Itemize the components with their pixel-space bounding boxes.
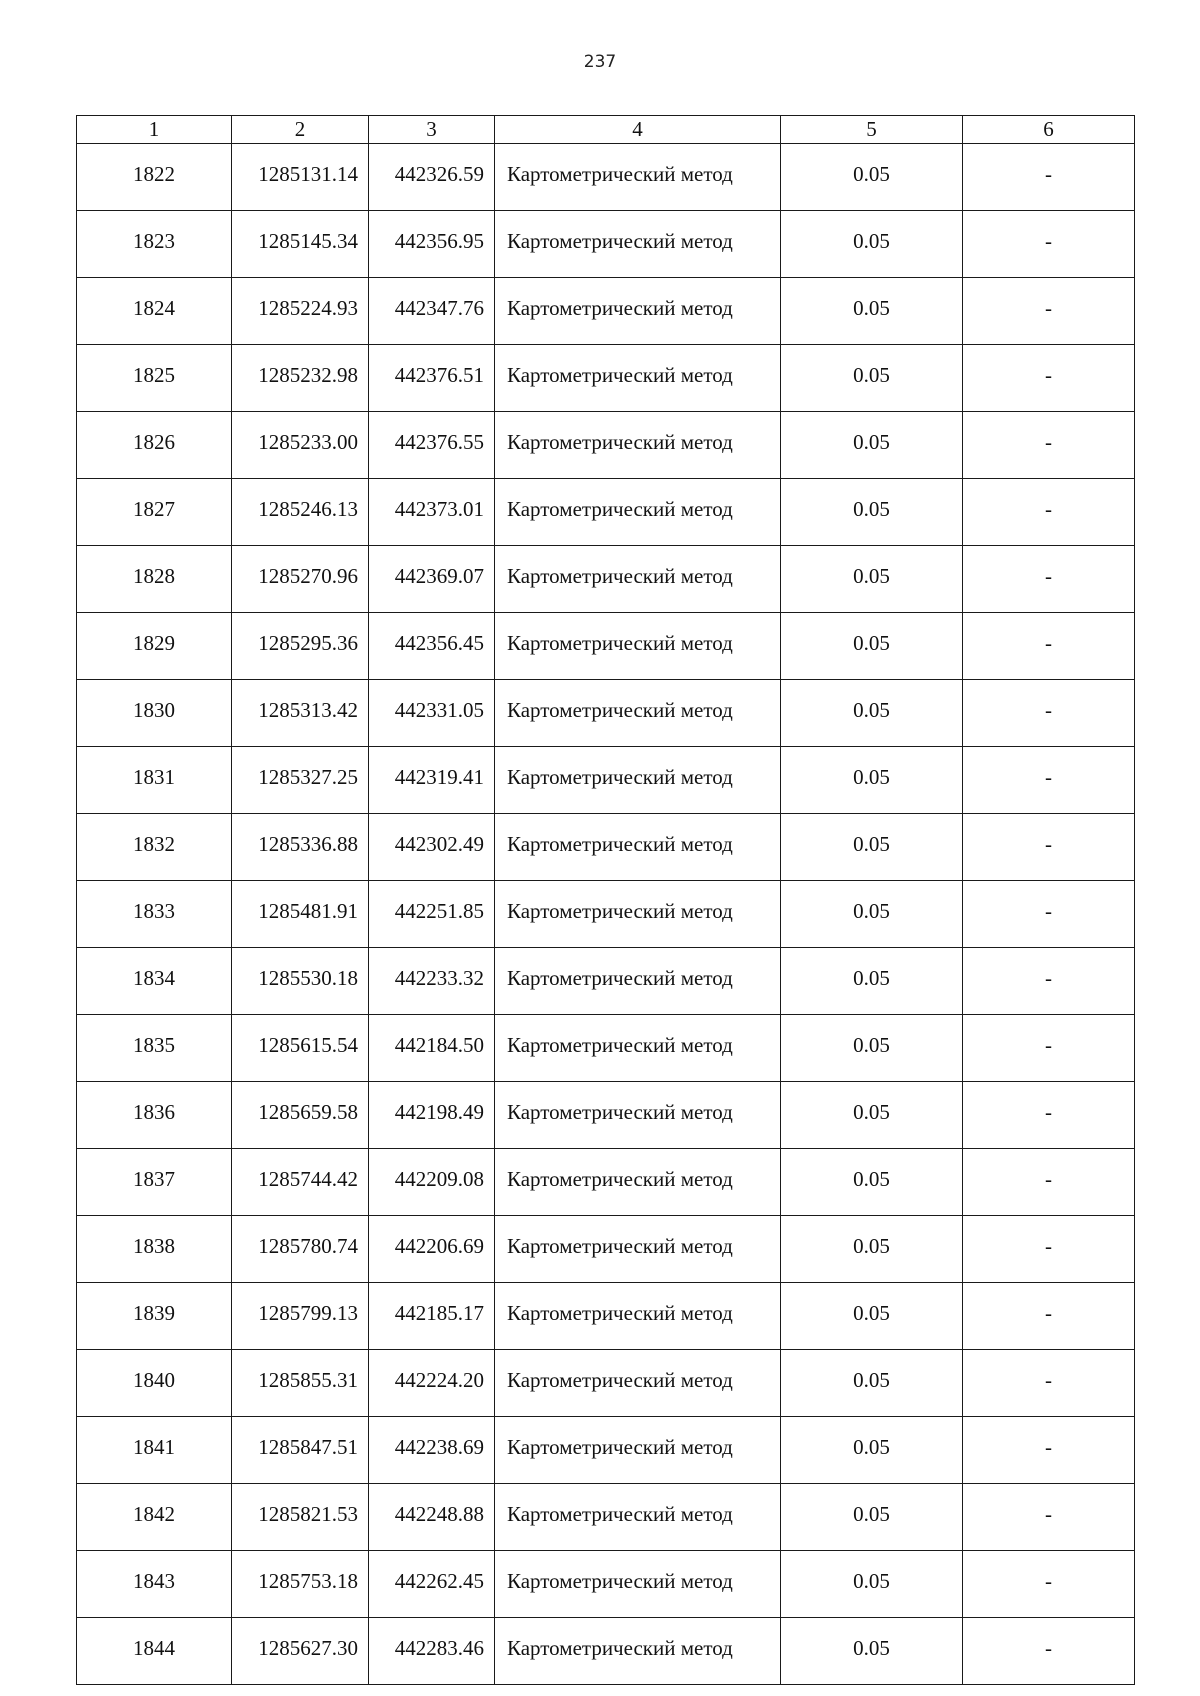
cell-point-number: 1828: [77, 546, 232, 613]
cell-x-coordinate: 1285270.96: [232, 546, 369, 613]
cell-method: Картометрический метод: [495, 1216, 781, 1283]
cell-method: Картометрический метод: [495, 1149, 781, 1216]
cell-note: -: [963, 1618, 1135, 1685]
cell-accuracy: 0.05: [781, 1350, 963, 1417]
cell-point-number: 1844: [77, 1618, 232, 1685]
cell-accuracy: 0.05: [781, 881, 963, 948]
cell-accuracy: 0.05: [781, 144, 963, 211]
cell-method: Картометрический метод: [495, 1551, 781, 1618]
coordinates-table: [76, 115, 1135, 1685]
cell-point-number: 1826: [77, 412, 232, 479]
cell-note: -: [963, 1350, 1135, 1417]
cell-note: -: [963, 1484, 1135, 1551]
cell-x-coordinate: 1285327.25: [232, 747, 369, 814]
cell-note: -: [963, 747, 1135, 814]
cell-accuracy: 0.05: [781, 814, 963, 881]
cell-y-coordinate: 442184.50: [369, 1015, 495, 1082]
cell-y-coordinate: 442251.85: [369, 881, 495, 948]
cell-point-number: 1837: [77, 1149, 232, 1216]
cell-point-number: 1833: [77, 881, 232, 948]
table-row: [77, 1082, 1135, 1149]
cell-y-coordinate: 442326.59: [369, 144, 495, 211]
table-row: [77, 1350, 1135, 1417]
cell-method: Картометрический метод: [495, 1082, 781, 1149]
cell-y-coordinate: 442373.01: [369, 479, 495, 546]
cell-accuracy: 0.05: [781, 1618, 963, 1685]
cell-accuracy: 0.05: [781, 211, 963, 278]
table-row: [77, 1417, 1135, 1484]
cell-x-coordinate: 1285659.58: [232, 1082, 369, 1149]
cell-note: -: [963, 345, 1135, 412]
cell-note: -: [963, 1551, 1135, 1618]
table-row: [77, 881, 1135, 948]
cell-x-coordinate: 1285530.18: [232, 948, 369, 1015]
cell-note: -: [963, 144, 1135, 211]
cell-y-coordinate: 442302.49: [369, 814, 495, 881]
cell-note: -: [963, 881, 1135, 948]
table-header: [77, 116, 1135, 144]
cell-accuracy: 0.05: [781, 1015, 963, 1082]
cell-x-coordinate: 1285232.98: [232, 345, 369, 412]
cell-x-coordinate: 1285615.54: [232, 1015, 369, 1082]
cell-method: Картометрический метод: [495, 1417, 781, 1484]
table-row: [77, 680, 1135, 747]
cell-y-coordinate: 442283.46: [369, 1618, 495, 1685]
cell-point-number: 1834: [77, 948, 232, 1015]
cell-x-coordinate: 1285131.14: [232, 144, 369, 211]
cell-x-coordinate: 1285481.91: [232, 881, 369, 948]
cell-point-number: 1830: [77, 680, 232, 747]
table-row: [77, 613, 1135, 680]
cell-method: Картометрический метод: [495, 680, 781, 747]
cell-point-number: 1829: [77, 613, 232, 680]
cell-method: Картометрический метод: [495, 948, 781, 1015]
cell-point-number: 1843: [77, 1551, 232, 1618]
cell-point-number: 1831: [77, 747, 232, 814]
cell-note: -: [963, 1015, 1135, 1082]
cell-x-coordinate: 1285224.93: [232, 278, 369, 345]
cell-point-number: 1835: [77, 1015, 232, 1082]
cell-y-coordinate: 442369.07: [369, 546, 495, 613]
header-col-5: 5: [781, 116, 963, 144]
cell-accuracy: 0.05: [781, 1283, 963, 1350]
cell-accuracy: 0.05: [781, 479, 963, 546]
cell-accuracy: 0.05: [781, 345, 963, 412]
cell-x-coordinate: 1285627.30: [232, 1618, 369, 1685]
cell-point-number: 1827: [77, 479, 232, 546]
cell-accuracy: 0.05: [781, 747, 963, 814]
cell-accuracy: 0.05: [781, 1149, 963, 1216]
header-row: [77, 116, 1135, 144]
cell-note: -: [963, 1417, 1135, 1484]
header-col-6: 6: [963, 116, 1135, 144]
cell-accuracy: 0.05: [781, 613, 963, 680]
cell-y-coordinate: 442238.69: [369, 1417, 495, 1484]
cell-accuracy: 0.05: [781, 1417, 963, 1484]
cell-x-coordinate: 1285313.42: [232, 680, 369, 747]
header-col-2: 2: [232, 116, 369, 144]
cell-x-coordinate: 1285246.13: [232, 479, 369, 546]
table-row: [77, 1216, 1135, 1283]
cell-y-coordinate: 442206.69: [369, 1216, 495, 1283]
cell-accuracy: 0.05: [781, 948, 963, 1015]
cell-method: Картометрический метод: [495, 1484, 781, 1551]
cell-note: -: [963, 1216, 1135, 1283]
cell-note: -: [963, 1149, 1135, 1216]
cell-accuracy: 0.05: [781, 1216, 963, 1283]
cell-point-number: 1823: [77, 211, 232, 278]
table-row: [77, 1149, 1135, 1216]
cell-point-number: 1841: [77, 1417, 232, 1484]
cell-y-coordinate: 442198.49: [369, 1082, 495, 1149]
cell-accuracy: 0.05: [781, 546, 963, 613]
cell-x-coordinate: 1285799.13: [232, 1283, 369, 1350]
cell-x-coordinate: 1285295.36: [232, 613, 369, 680]
table-row: [77, 546, 1135, 613]
cell-note: -: [963, 211, 1135, 278]
table-row: [77, 948, 1135, 1015]
cell-x-coordinate: 1285145.34: [232, 211, 369, 278]
cell-x-coordinate: 1285847.51: [232, 1417, 369, 1484]
cell-method: Картометрический метод: [495, 1015, 781, 1082]
table-row: [77, 211, 1135, 278]
table-row: [77, 412, 1135, 479]
cell-note: -: [963, 814, 1135, 881]
table-row: [77, 747, 1135, 814]
cell-accuracy: 0.05: [781, 278, 963, 345]
cell-note: -: [963, 479, 1135, 546]
cell-point-number: 1839: [77, 1283, 232, 1350]
table-row: [77, 814, 1135, 881]
cell-y-coordinate: 442376.51: [369, 345, 495, 412]
cell-x-coordinate: 1285821.53: [232, 1484, 369, 1551]
table-row: [77, 278, 1135, 345]
cell-method: Картометрический метод: [495, 814, 781, 881]
cell-y-coordinate: 442209.08: [369, 1149, 495, 1216]
cell-point-number: 1825: [77, 345, 232, 412]
cell-point-number: 1824: [77, 278, 232, 345]
cell-method: Картометрический метод: [495, 211, 781, 278]
table-row: [77, 144, 1135, 211]
cell-y-coordinate: 442356.45: [369, 613, 495, 680]
cell-note: -: [963, 1283, 1135, 1350]
table-row: [77, 1551, 1135, 1618]
cell-method: Картометрический метод: [495, 278, 781, 345]
page-number: 237: [583, 52, 617, 72]
cell-note: -: [963, 278, 1135, 345]
table-row: [77, 345, 1135, 412]
cell-x-coordinate: 1285753.18: [232, 1551, 369, 1618]
cell-method: Картометрический метод: [495, 479, 781, 546]
cell-accuracy: 0.05: [781, 680, 963, 747]
cell-note: -: [963, 412, 1135, 479]
cell-note: -: [963, 680, 1135, 747]
cell-method: Картометрический метод: [495, 144, 781, 211]
cell-x-coordinate: 1285780.74: [232, 1216, 369, 1283]
table-row: [77, 1283, 1135, 1350]
cell-y-coordinate: 442233.32: [369, 948, 495, 1015]
table-row: [77, 479, 1135, 546]
table-body: [77, 144, 1135, 1685]
cell-y-coordinate: 442356.95: [369, 211, 495, 278]
cell-note: -: [963, 948, 1135, 1015]
cell-y-coordinate: 442224.20: [369, 1350, 495, 1417]
cell-accuracy: 0.05: [781, 1082, 963, 1149]
table-row: [77, 1618, 1135, 1685]
cell-point-number: 1822: [77, 144, 232, 211]
cell-method: Картометрический метод: [495, 412, 781, 479]
cell-note: -: [963, 1082, 1135, 1149]
table-row: [77, 1015, 1135, 1082]
cell-point-number: 1838: [77, 1216, 232, 1283]
cell-x-coordinate: 1285233.00: [232, 412, 369, 479]
cell-method: Картометрический метод: [495, 546, 781, 613]
cell-method: Картометрический метод: [495, 1283, 781, 1350]
cell-note: -: [963, 613, 1135, 680]
cell-point-number: 1832: [77, 814, 232, 881]
header-col-3: 3: [369, 116, 495, 144]
cell-y-coordinate: 442331.05: [369, 680, 495, 747]
cell-method: Картометрический метод: [495, 881, 781, 948]
cell-x-coordinate: 1285855.31: [232, 1350, 369, 1417]
cell-accuracy: 0.05: [781, 1551, 963, 1618]
cell-y-coordinate: 442248.88: [369, 1484, 495, 1551]
table-row: [77, 1484, 1135, 1551]
cell-x-coordinate: 1285336.88: [232, 814, 369, 881]
cell-accuracy: 0.05: [781, 1484, 963, 1551]
cell-y-coordinate: 442347.76: [369, 278, 495, 345]
cell-accuracy: 0.05: [781, 412, 963, 479]
header-col-4: 4: [495, 116, 781, 144]
cell-method: Картометрический метод: [495, 613, 781, 680]
header-col-1: 1: [77, 116, 232, 144]
cell-method: Картометрический метод: [495, 747, 781, 814]
cell-point-number: 1842: [77, 1484, 232, 1551]
cell-x-coordinate: 1285744.42: [232, 1149, 369, 1216]
cell-point-number: 1836: [77, 1082, 232, 1149]
cell-y-coordinate: 442376.55: [369, 412, 495, 479]
cell-method: Картометрический метод: [495, 345, 781, 412]
cell-note: -: [963, 546, 1135, 613]
cell-y-coordinate: 442185.17: [369, 1283, 495, 1350]
cell-method: Картометрический метод: [495, 1350, 781, 1417]
cell-point-number: 1840: [77, 1350, 232, 1417]
cell-y-coordinate: 442262.45: [369, 1551, 495, 1618]
cell-method: Картометрический метод: [495, 1618, 781, 1685]
cell-y-coordinate: 442319.41: [369, 747, 495, 814]
